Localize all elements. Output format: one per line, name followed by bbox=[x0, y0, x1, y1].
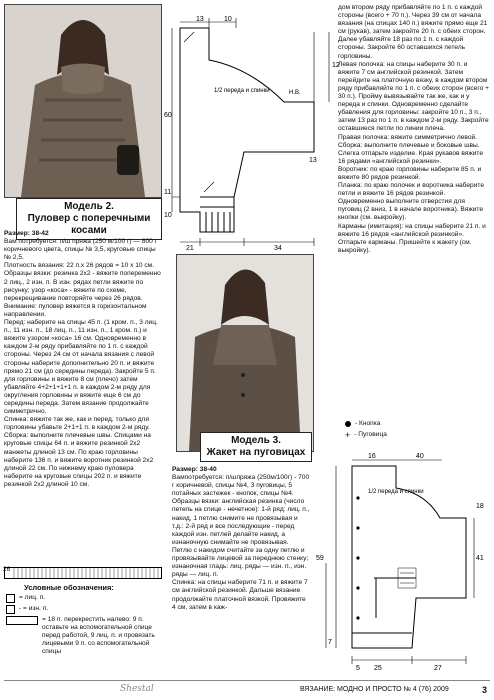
pullover-pattern bbox=[164, 12, 344, 250]
model3-subtitle: Жакет на пуговицах bbox=[206, 447, 306, 458]
pattern2-right-mid: 41 bbox=[476, 555, 484, 562]
model2-subtitle: Пуловер с поперечными косами bbox=[27, 213, 151, 236]
model2-title: Модель 2. bbox=[64, 201, 114, 212]
rc-collar: Воротник: по краю горловины наберите 85 п. и вяжите 80 рядов резинкой. bbox=[338, 165, 482, 181]
model3-instructions bbox=[172, 466, 310, 612]
pattern1-nv: Н.В. bbox=[289, 90, 301, 96]
model2-front: Перед: наберите на спицы 45 п. (1 кром. п., 3 лиц. п., 11 изн. п., 18 лиц. п., 11 изн. п., 1 кром. п.) и вяжите узором «коса» 16 см. Одновременно в каждом 2-м ряду прибавляйте по 1 п. с каждой стороны. Через 24 см от начала вязания с левой стороны наберите дополнительно 20 п. и вяжите прямо 21 см (до середины переда). Закройте 5 п. для горловины и вяжите 8 см (плечо) затем убавляйте 4+2+1+1+1 п. в каждом 2-м ряду для округления горловины и вяжите еще 6 см до середины переда. Затем вязание продолжайте симметрично. bbox=[4, 319, 158, 416]
jacket-symbol-legend bbox=[345, 420, 387, 439]
footer-rule bbox=[4, 680, 490, 681]
model3-back: Спинка: на спицы наберите 71 п. и вяжите 7 см английской резинкой. Дальше вязание продолжайте платочной вязкой. Провяжите 4 см, затем в каж- bbox=[172, 579, 308, 611]
knit-stitch-symbol bbox=[6, 594, 15, 603]
chart-row-top: 26 bbox=[3, 566, 11, 573]
legend-knit: = лиц. п. bbox=[19, 594, 46, 602]
rc-placket: Планка: по краю полочек и воротника наберите петли и вяжите 16 рядов резинкой. Одновременно выполните отверстия для пуговиц (2 вниз, 1 в начале воротника). Вяжите кнопки (см. выкройку). bbox=[338, 182, 484, 222]
pattern1-top1: 13 bbox=[196, 16, 204, 23]
right-column-instructions bbox=[338, 4, 490, 255]
pullover-pattern-svg bbox=[164, 12, 344, 250]
pattern2-right-top: 18 bbox=[476, 503, 484, 510]
pattern2-inner: 1/2 переда и спинки bbox=[368, 489, 424, 495]
model2-figure-illustration bbox=[5, 5, 161, 197]
rc-right-band: Правая полочка: вяжите симметрично левой. bbox=[338, 133, 478, 141]
model3-photo bbox=[176, 254, 314, 452]
snap-button-symbol bbox=[345, 421, 351, 427]
pattern2-top1: 16 bbox=[368, 453, 376, 460]
model3-title-box bbox=[200, 432, 312, 462]
footer-magazine: ВЯЗАНИЕ: МОДНО И ПРОСТО № 4 (76) 2009 bbox=[300, 686, 449, 693]
model3-size: Размер: 38-40 bbox=[172, 466, 217, 473]
rc-continuation: дом втором ряду прибавляйте по 1 п. с каждой стороны (всего + 70 п.). Через 39 см от начала вязания (на спицах 140 п.) вяжите прямо еще 21 см (рукав), затем закройте 20 п. с обеих сторон. Далее убавляйте 18 раз по 1 п. с каждой стороны. Закройте 60 оставшихся петель горловины. bbox=[338, 4, 488, 60]
model3-figure-illustration bbox=[177, 255, 313, 451]
pattern1-b1: 21 bbox=[186, 245, 194, 250]
rc-pockets: Карманы (имитация): на спицы наберите 21 п. и вяжите 16 рядов «английской резинкой». Отпарьте карманы. Пришейте к жакету (см. выкройку). bbox=[338, 222, 486, 254]
footer-brand: Shestal bbox=[120, 684, 154, 694]
jacket-pattern-svg bbox=[316, 448, 490, 674]
model2-instructions bbox=[4, 230, 162, 489]
legend-purl: - = изн. п. bbox=[19, 605, 49, 613]
cable-cross-symbol bbox=[6, 616, 38, 625]
model2-cable-chart bbox=[4, 566, 162, 578]
model3-samples: Образцы вязки: английская резинка (число петель на спице - нечетное): 1-й ряд: лиц. п., накид, 1 петлю снимите не провязывая и т.д.: 2-й ряд и все последующие - перед каждой изн. петлей делайте накид, а изнаночную снимайте не провязывая. Петлю с накидом считайте за одну петлю и провязывайте лицевой за переднюю стенку; изнаночная гладь: лиц. ряды — изн. п., изн. ряды — лиц. п. bbox=[172, 498, 310, 579]
rc-assembly: Сборка: выполните плечевые и боковые швы. Слегка отпарьте изделие. Края рукавов вяжите 16 рядами «английской резинки». bbox=[338, 141, 484, 165]
pattern2-left2: 7 bbox=[328, 639, 332, 646]
pattern1-bl2: 10 bbox=[164, 212, 172, 219]
pattern1-inner: 1/2 переда и спинки bbox=[214, 88, 270, 94]
model2-legend-title: Условные обозначения: bbox=[24, 583, 114, 592]
model2-legend bbox=[6, 594, 162, 656]
pattern2-b2: 27 bbox=[434, 665, 442, 672]
model3-title: Модель 3. bbox=[231, 435, 281, 446]
model2-assembly: Сборка: выполните плечевые швы. Спицами на круговые спицы 64 п. и вяжите резинкой 2х2 манжеты длиной 13 см. По краю горловины наберите 136 п. и вяжите воротник резинкой 2х2 длиной 22 см. По нижнему краю пуловера наберите на круговые спицы 202 п. и вяжите резинкой 2х2 длиной 10 см. bbox=[4, 432, 154, 488]
pattern2-b1: 25 bbox=[374, 665, 382, 672]
model2-needs: Вам потребуется: п/ш пряжа (250 м/100 г) — 800 г коричневого цвета, спицы № 3,5, круговые спицы № 2,5. bbox=[4, 238, 158, 262]
legend-cable: = 18 п. перекрестить налево: 9 п. оставьте на вспомогательной спице перед работой, 9 лиц. п. и провязать лицевыми 9 п. со вспомогательной спицы bbox=[42, 616, 155, 656]
pattern2-left: 59 bbox=[316, 555, 324, 562]
model2-photo bbox=[4, 4, 162, 198]
button-symbol: + bbox=[345, 430, 351, 441]
pattern1-b3: 13 bbox=[309, 157, 317, 164]
model2-size: Размер: 38-42 bbox=[4, 230, 49, 237]
pattern1-top2: 10 bbox=[224, 16, 232, 23]
pattern2-top2: 40 bbox=[416, 453, 424, 460]
legend-button: - Пуговица bbox=[354, 431, 387, 439]
model2-density: Плотность вязания: 22 п.х 26 рядов = 10 х 10 см. bbox=[4, 262, 155, 270]
legend-snap: - Кнопка bbox=[355, 420, 381, 427]
pattern2-b3: 5 bbox=[356, 665, 360, 672]
model3-needs: Вампотребуется: п/шпряжа (250м/100г) - 700 г коричневой, спицы №4, 3 пуговицы, 5 потайных застежек - кнопок, спицы №4. bbox=[172, 474, 310, 498]
model2-attention: Внимание: пуловер вяжется в горизонтальном направлении. bbox=[4, 302, 147, 318]
rc-left-band: Левая полочка: на спицы наберите 30 п. и вяжите 7 см английской резинкой. Затем перейдите на платочную вязку, в каждом втором ряду прибавляйте по 1 п. с обеих сторон (всего + 30 п.). Пройму вывязывайте так же, как и у переда и спинки. Одновременно сделайте убавления для горловины: закройте 10 п., 3 п., затем 13 раз по 1 п. в каждом 2-м ряду. Закройте оставшиеся петли по линии плеча. bbox=[338, 60, 489, 133]
pattern1-left: 60 bbox=[164, 112, 172, 119]
purl-stitch-symbol bbox=[6, 605, 15, 614]
model2-back: Спинка: вяжите так же, как и перед, только для горловины убавьте 2+1+1 п. в каждом 2-м ряду. bbox=[4, 416, 150, 432]
model2-samples: Образцы вязки: резинка 2х2 - вяжите попеременно 2 лиц., 2 изн. п. В изн. рядах петли вяжите по рисунку; узор «коса» - вяжите по схеме, перекрещивание повторяйте через 26 рядов. bbox=[4, 270, 161, 302]
pattern1-b2: 34 bbox=[274, 245, 282, 250]
footer-page-number: 3 bbox=[482, 685, 488, 695]
jacket-pattern bbox=[316, 448, 490, 674]
pattern1-right: 12 bbox=[332, 62, 340, 69]
pattern1-bl: 11 bbox=[164, 189, 172, 196]
